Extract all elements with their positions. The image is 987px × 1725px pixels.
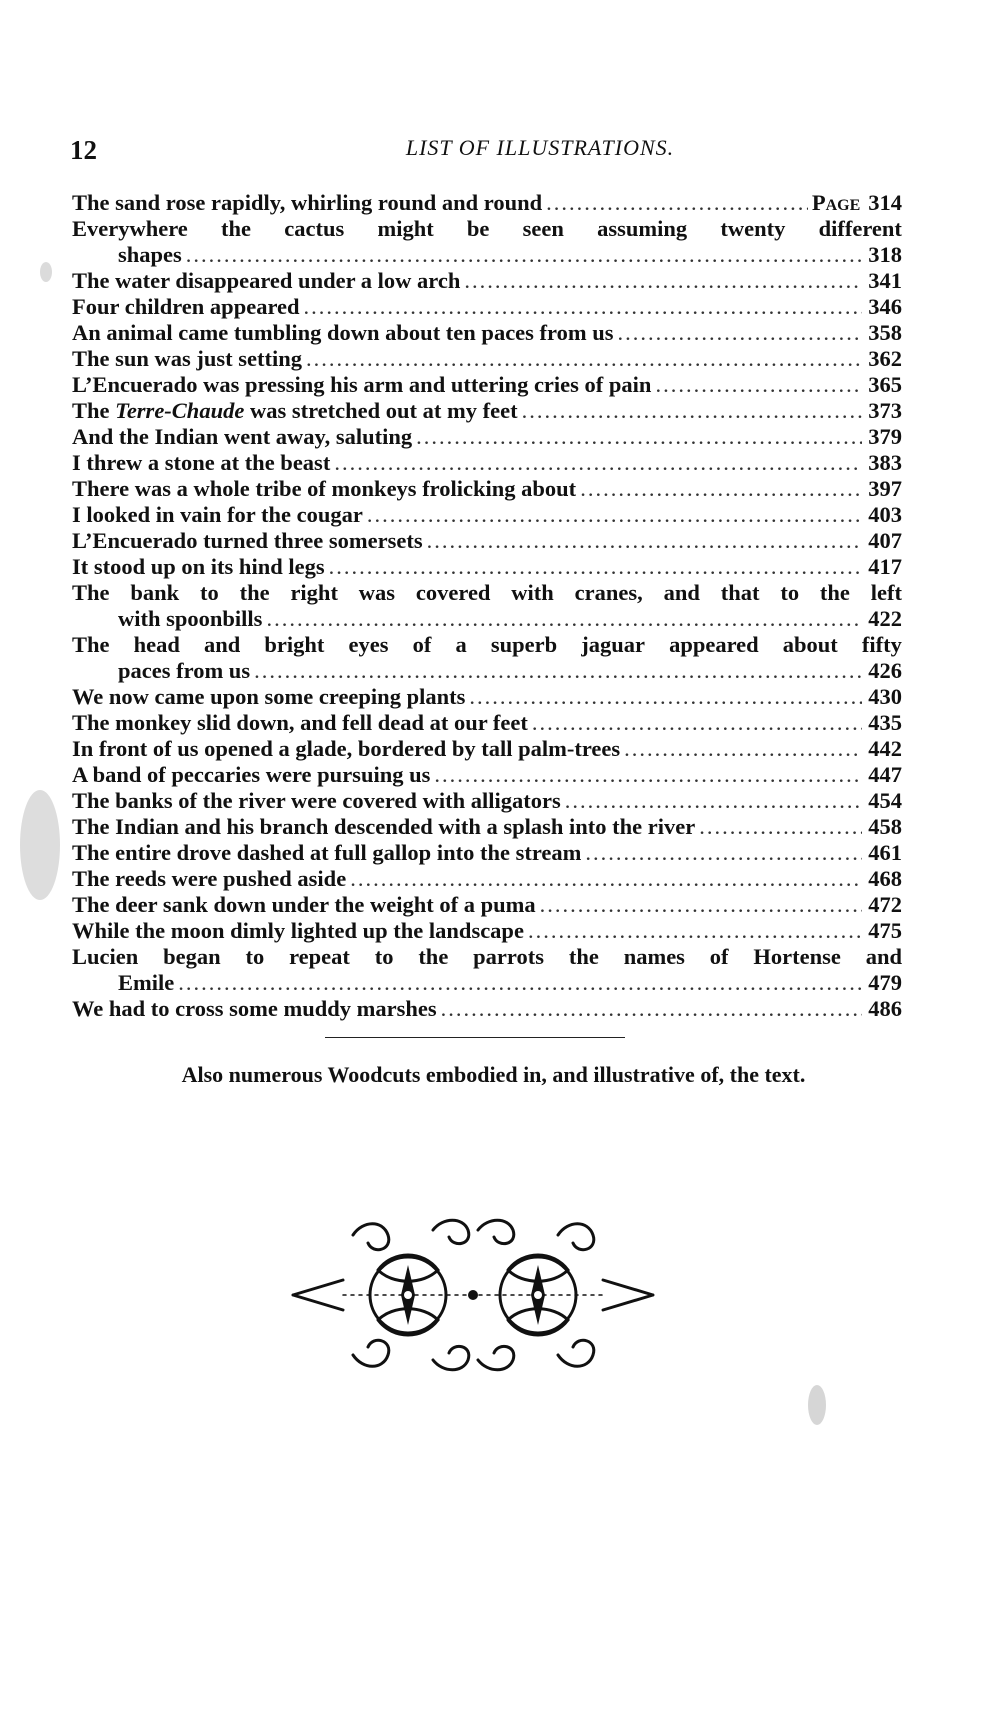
leader-dots [178, 970, 862, 996]
entry-word: eyes [348, 632, 389, 657]
woodcuts-note: Also numerous Woodcuts embodied in, and illustrative of, the text. [181, 1062, 806, 1087]
entry-title-part: was stretched out at my feet [244, 398, 518, 423]
entry-page-number [866, 346, 902, 372]
illustration-entry [72, 216, 902, 268]
page-value: 379 [868, 424, 902, 449]
entry-word: head [133, 632, 180, 657]
paper-stain [20, 790, 60, 900]
page-value: 442 [868, 736, 902, 761]
entry-title-part: We had to cross some muddy marshes [72, 996, 437, 1021]
entry-page-number [866, 918, 902, 944]
leader-dots [254, 658, 862, 684]
entry-title [72, 476, 576, 502]
leader-dots [350, 866, 862, 892]
entry-page-number [866, 502, 902, 528]
entry-page-number [866, 294, 902, 320]
entry-word: The [72, 580, 110, 605]
leader-dots [329, 554, 862, 580]
leader-dots [522, 398, 862, 424]
illustration-entry [72, 684, 902, 710]
entry-title-part: In front of us opened a glade, bordered by tall palm-trees [72, 736, 621, 761]
entry-word: the [819, 580, 850, 605]
divider-rule [325, 1037, 625, 1038]
leader-dots [416, 424, 862, 450]
illustration-entry [72, 372, 902, 398]
illustration-entry [72, 450, 902, 476]
entry-title [72, 866, 346, 892]
entry-word: repeat [289, 944, 350, 969]
leader-dots [306, 346, 862, 372]
entry-page-number: 422 [868, 606, 902, 631]
leader-dots [427, 528, 862, 554]
entry-title [72, 372, 651, 398]
page-value: 472 [868, 892, 902, 917]
entry-title [72, 996, 437, 1022]
entry-title [72, 320, 614, 346]
leader-dots [266, 606, 862, 632]
illustration-entry [72, 528, 902, 554]
illustration-entry [72, 918, 902, 944]
entry-word: of [412, 632, 432, 657]
entry-page-number: 479 [868, 970, 902, 995]
entry-second-line [72, 242, 902, 268]
entry-title [72, 346, 302, 372]
entry-word: of [709, 944, 729, 969]
entry-word: to [780, 580, 800, 605]
leader-dots [434, 762, 862, 788]
leader-dots [367, 502, 862, 528]
illustration-entry [72, 346, 902, 372]
entry-word: bank [130, 580, 180, 605]
illustration-entry [72, 554, 902, 580]
illustration-entry [72, 580, 902, 632]
entry-word: names [623, 944, 685, 969]
page-value: 397 [868, 476, 902, 501]
entry-word: cranes, [574, 580, 643, 605]
illustration-entry [72, 294, 902, 320]
entry-title-part: L’Encuerado turned three somersets [72, 528, 423, 553]
entry-title-part: An animal came tumbling down about ten paces from us [72, 320, 614, 345]
entry-page-number: 318 [868, 242, 902, 267]
entry-word: began [163, 944, 221, 969]
illustration-entry [72, 866, 902, 892]
entry-second-line [72, 658, 902, 684]
illustration-entry [72, 320, 902, 346]
entry-page-number [866, 398, 902, 424]
entry-page-number [866, 320, 902, 346]
entry-page-number [866, 762, 902, 788]
page-value: 461 [868, 840, 902, 865]
entry-page-number [866, 996, 902, 1022]
leader-dots [540, 892, 862, 918]
entry-word: with [511, 580, 554, 605]
entry-word: bright [264, 632, 325, 657]
entry-page-number [866, 866, 902, 892]
leader-dots [532, 710, 862, 736]
entry-title-part: The [72, 398, 116, 423]
entry-word: might [377, 216, 434, 241]
entry-word: Everywhere [72, 216, 188, 241]
illustration-entry [72, 632, 902, 684]
entry-title [72, 268, 460, 294]
entry-title [72, 710, 528, 736]
entry-title-part: L’Encuerado was pressing his arm and uttering cries of pain [72, 372, 652, 397]
paper-stain [40, 262, 52, 282]
entry-word: be [466, 216, 490, 241]
leader-dots [334, 450, 862, 476]
page-value: 314 [868, 190, 902, 215]
entry-title [72, 892, 536, 918]
entry-page-number [866, 892, 902, 918]
entry-first-line [72, 580, 902, 606]
entry-title [72, 398, 518, 424]
entry-second-line [72, 606, 902, 632]
page-value: 468 [868, 866, 902, 891]
entry-word: The [72, 632, 110, 657]
entry-word: different [818, 216, 902, 241]
entry-title-part: The monkey slid down, and fell dead at our feet [72, 710, 528, 735]
entry-title-part: The water disappeared under a low arch [72, 268, 461, 293]
illustration-entry [72, 996, 902, 1022]
illustration-entry [72, 944, 902, 996]
entry-word: cactus [284, 216, 345, 241]
entry-word: Hortense [753, 944, 841, 969]
entry-page-number [866, 528, 902, 554]
illustration-entry [72, 762, 902, 788]
entry-first-line [72, 944, 902, 970]
entry-page-number [866, 684, 902, 710]
entry-word: fifty [861, 632, 902, 657]
entry-word: Lucien [72, 944, 139, 969]
leader-dots [565, 788, 862, 814]
leader-dots [655, 372, 862, 398]
entry-first-line [72, 632, 902, 658]
page-value: 417 [868, 554, 902, 579]
entry-word: left [870, 580, 902, 605]
illustration-entry [72, 424, 902, 450]
entry-title-part: There was a whole tribe of monkeys frolicking about [72, 476, 577, 501]
page-value: 435 [868, 710, 902, 735]
entry-word: the [221, 216, 252, 241]
entry-title [72, 840, 581, 866]
page-value: 447 [868, 762, 902, 787]
entry-word: twenty [720, 216, 786, 241]
illustration-entry [72, 398, 902, 424]
entry-word: jaguar [581, 632, 645, 657]
running-title: LIST OF ILLUSTRATIONS. [405, 135, 675, 160]
page-value: 358 [868, 320, 902, 345]
entry-word: to [245, 944, 265, 969]
leader-dots [464, 268, 862, 294]
entry-title-part: We now came upon some creeping plants [72, 684, 466, 709]
page-value: 341 [868, 268, 902, 293]
entry-page-number [866, 372, 902, 398]
leader-dots [546, 190, 808, 216]
entry-page-number: 426 [868, 658, 902, 683]
entry-word: parrots [473, 944, 544, 969]
page-header [70, 135, 900, 169]
leader-dots [585, 840, 862, 866]
entry-title [72, 190, 542, 216]
entry-title-part: The Indian and his branch descended with a splash into the river [72, 814, 696, 839]
illustration-entry [72, 476, 902, 502]
entry-first-line [72, 216, 902, 242]
leader-dots [699, 814, 862, 840]
entry-word: that [720, 580, 760, 605]
entry-title-part: I looked in vain for the cougar [72, 502, 363, 527]
page-value: 475 [868, 918, 902, 943]
entry-title [72, 762, 430, 788]
scroll-ornament-icon [283, 1215, 663, 1375]
entry-title-part: The sun was just setting [72, 346, 303, 371]
entry-title [72, 528, 423, 554]
illustration-entry [72, 840, 902, 866]
entry-word: the [239, 580, 270, 605]
entry-word: seen [522, 216, 564, 241]
entry-page-number [866, 710, 902, 736]
entry-word: the [568, 944, 599, 969]
entry-title [72, 918, 524, 944]
entry-word: and [865, 944, 902, 969]
page-value: 346 [868, 294, 902, 319]
page-value: 407 [868, 528, 902, 553]
entry-word: superb [490, 632, 558, 657]
entry-title-part: Terre-Chaude [115, 398, 245, 423]
leader-dots [580, 476, 862, 502]
page-value: 383 [868, 450, 902, 475]
entry-title [72, 424, 412, 450]
illustration-entry [72, 892, 902, 918]
leader-dots [186, 242, 862, 268]
entry-word: covered [415, 580, 491, 605]
page-value: 486 [868, 996, 902, 1021]
entry-title-part: The banks of the river were covered with alligators [72, 788, 561, 813]
page-number: 12 [70, 135, 97, 165]
page-value: 362 [868, 346, 902, 371]
illustration-entry [72, 788, 902, 814]
page-value: 458 [868, 814, 902, 839]
entry-title [72, 294, 300, 320]
entry-word: and [204, 632, 241, 657]
entry-page-number [866, 450, 902, 476]
entry-page-number [866, 840, 902, 866]
entry-word: about [782, 632, 838, 657]
entry-title-part: And the Indian went away, saluting [72, 424, 413, 449]
entry-page-number [866, 424, 902, 450]
entry-page-number [866, 554, 902, 580]
leader-dots [528, 918, 862, 944]
page-value: 373 [868, 398, 902, 423]
illustration-entry [72, 814, 902, 840]
leader-dots [304, 294, 862, 320]
entry-word: assuming [597, 216, 688, 241]
entry-word: a [455, 632, 467, 657]
entry-title-part: I threw a stone at the beast [72, 450, 331, 475]
entry-title [72, 554, 325, 580]
entry-word: right [290, 580, 338, 605]
entry-page-number [866, 268, 902, 294]
entry-page-number [866, 476, 902, 502]
page-value: 454 [868, 788, 902, 813]
page-value: 365 [868, 372, 902, 397]
page-value: 403 [868, 502, 902, 527]
entry-title-part: Four children appeared [72, 294, 300, 319]
entry-page-number [812, 190, 902, 216]
entry-title [72, 684, 465, 710]
entry-title-continued: shapes [118, 242, 182, 267]
entry-page-number [866, 788, 902, 814]
entry-title-continued: paces from us [118, 658, 251, 683]
entry-title [72, 788, 561, 814]
entry-title-part: While the moon dimly lighted up the landscape [72, 918, 524, 943]
entry-word: and [663, 580, 700, 605]
page-value: 430 [868, 684, 902, 709]
entry-title-part: It stood up on its hind legs [72, 554, 325, 579]
entry-word: to [200, 580, 219, 605]
entry-title [72, 450, 330, 476]
illustration-entry [72, 190, 902, 216]
entry-word: the [418, 944, 449, 969]
entry-title-part: The reeds were pushed aside [72, 866, 347, 891]
leader-dots [441, 996, 862, 1022]
entry-title-continued: with spoonbills [118, 606, 263, 631]
entry-word: appeared [669, 632, 759, 657]
illustration-entry [72, 736, 902, 762]
illustration-entry [72, 502, 902, 528]
entry-title [72, 814, 695, 840]
entry-page-number [866, 736, 902, 762]
entry-title [72, 736, 620, 762]
illustration-entry [72, 268, 902, 294]
entry-word: to [374, 944, 394, 969]
entry-title-part: The deer sank down under the weight of a puma [72, 892, 536, 917]
paper-stain [808, 1385, 826, 1425]
entry-title-part: The entire drove dashed at full gallop into the stream [72, 840, 582, 865]
leader-dots [469, 684, 862, 710]
leader-dots [624, 736, 862, 762]
entry-word: was [358, 580, 396, 605]
entry-page-number [866, 814, 902, 840]
entry-title-part: The sand rose rapidly, whirling round and round [72, 190, 543, 215]
illustrations-list [72, 190, 902, 1022]
entry-title-continued: Emile [118, 970, 175, 995]
page-label: Page [811, 190, 861, 215]
entry-title-part: A band of peccaries were pursuing us [72, 762, 431, 787]
entry-second-line [72, 970, 902, 996]
illustration-entry [72, 710, 902, 736]
leader-dots [618, 320, 862, 346]
entry-title [72, 502, 363, 528]
